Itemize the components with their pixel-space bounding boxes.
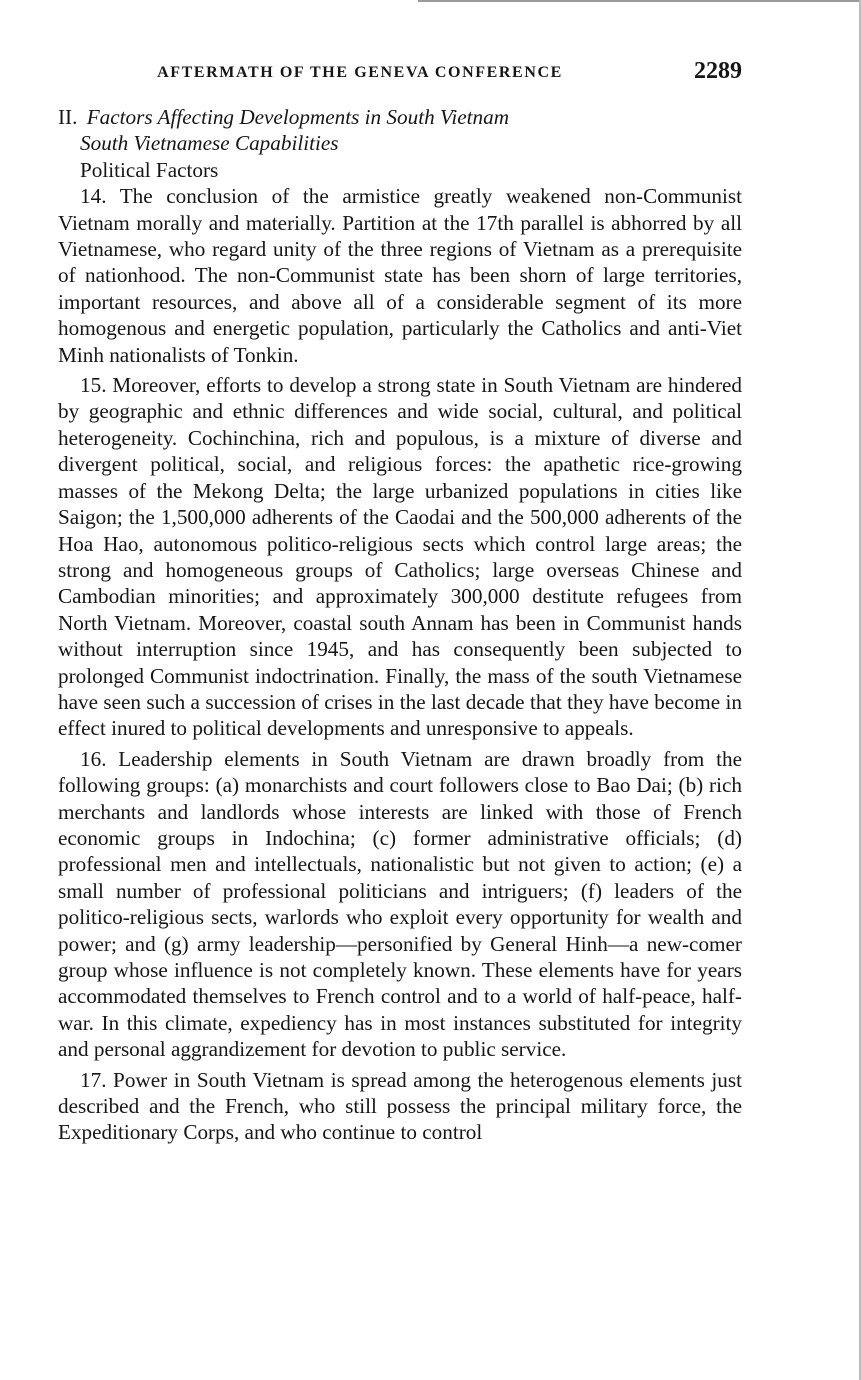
- paragraph-14: 14. The conclusion of the armistice greatly weakened non-Communist Vietnam morally and materially. Partition at the 17th parallel is abhorred by all Vietnamese, who regard unity of the three regions of Vietnam as a prerequisite of nationhood. The non-Communist state has been shorn of large territories, important resources, and above all of a considerable segment of its more homogenous and energetic population, particularly the Catholics and anti-Viet Minh nationalists of Tonkin.: [58, 184, 742, 367]
- topic-heading: Political Factors: [80, 157, 219, 182]
- running-head: [58, 58, 742, 88]
- section-heading: [58, 104, 742, 130]
- paragraph-16: 16. Leadership elements in South Vietnam are drawn broadly from the following groups: (a) monarchists and court followers close to Bao Dai; (b) rich merchants and landlords whose interests are linked with those of French economic groups in Indochina; (c) former administrative officials; (d) professional men and intellectuals, nationalistic but not given to action; (e) a small number of professional politicians and intriguers; (f) leaders of the politico-religious sects, warlords who exploit every opportunity for wealth and power; and (g) army leadership—personified by General Hinh—a new-comer group whose influence is not completely known. These elements have for years accommodated themselves to French control and to a world of half-peace, half-war. In this climate, expediency has in most instances substituted for integrity and personal aggrandizement for devotion to public service.: [58, 746, 742, 1062]
- page-number: 2289: [694, 58, 742, 84]
- paragraph-15: 15. Moreover, efforts to develop a strong state in South Vietnam are hindered by geographic and ethnic differences and wide social, cultural, and political heterogeneity. Cochinchina, rich and populous, is a mixture of diverse and divergent political, social, and religious forces: the apathetic rice-growing masses of the Mekong Delta; the large urbanized populations in cities like Saigon; the 1,500,000 adherents of the Caodai and the 500,000 adherents of the Hoa Hao, autonomous politico-religious sects which control large areas; the strong and homogeneous groups of Catholics; large overseas Chinese and Cambodian minorities; and approximately 300,000 destitute refugees from North Vietnam. Moreover, coastal south Annam has been in Communist hands without interruption since 1945, and has consequently been subjected to prolonged Communist indoctrination. Finally, the mass of the south Vietnamese have seen such a succession of crises in the last decade that they have become in effect inured to political developments and unresponsive to appeals.: [58, 373, 742, 741]
- section-number: II.: [58, 105, 78, 129]
- scan-edge-top: [418, 0, 861, 2]
- page-body: [58, 104, 742, 1146]
- subsection-heading: South Vietnamese Capabilities: [80, 131, 339, 156]
- running-title: AFTERMATH OF THE GENEVA CONFERENCE: [157, 64, 563, 81]
- paragraph-17: 17. Power in South Vietnam is spread among the heterogenous elements just described and the French, who still possess the principal military force, the Expeditionary Corps, and who continue to control: [58, 1067, 742, 1145]
- section-title: Factors Affecting Developments in South Vietnam: [86, 105, 510, 129]
